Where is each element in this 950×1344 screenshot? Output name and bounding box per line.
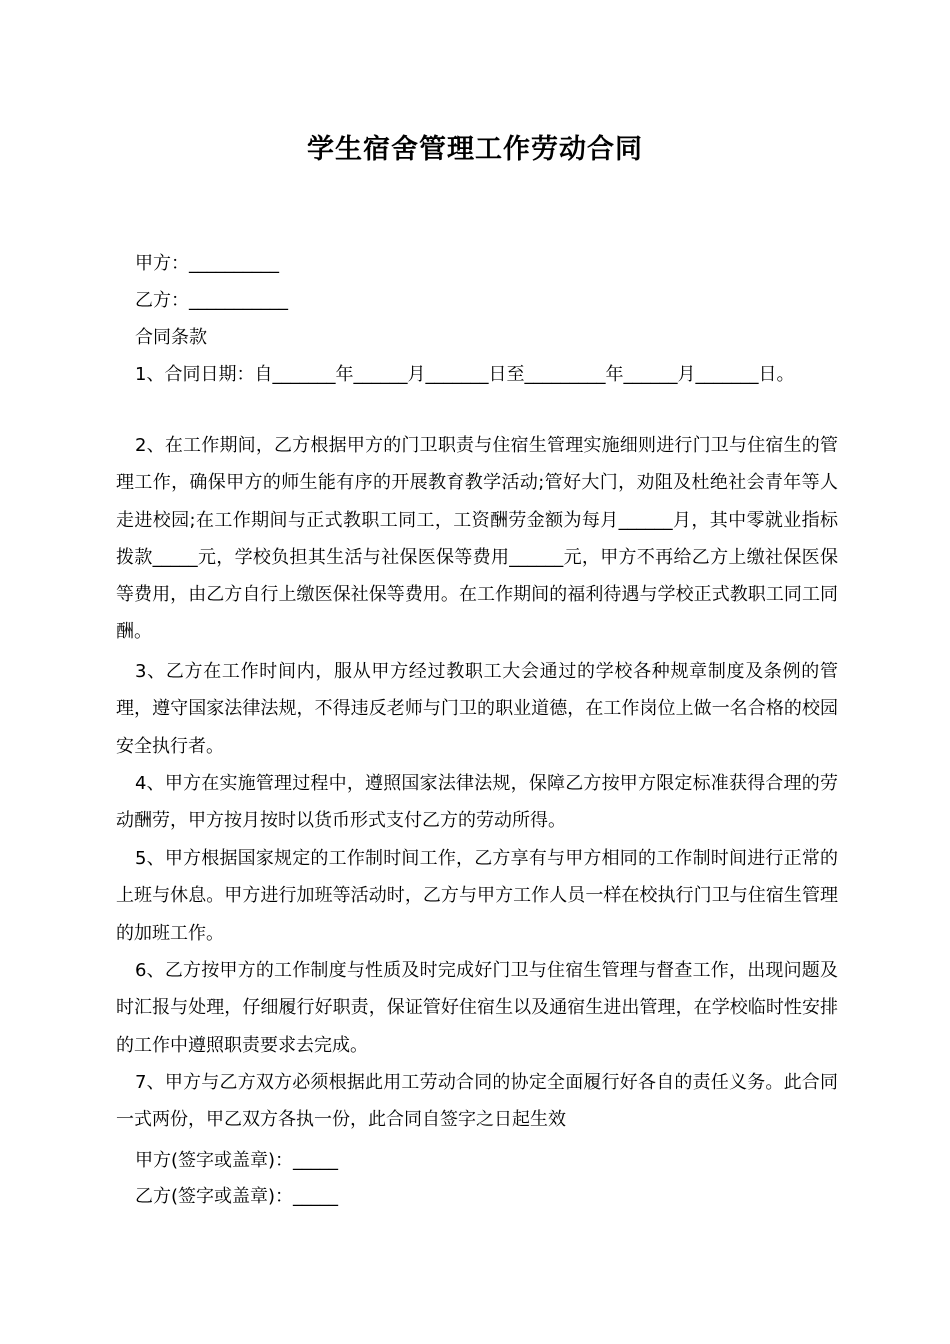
document-title: 学生宿舍管理工作劳动合同 xyxy=(307,134,643,165)
terms-heading: 合同条款 xyxy=(135,327,207,348)
signature-party-b: 乙方(签字或盖章)：_____ xyxy=(135,1186,339,1207)
clause-4: 4、甲方在实施管理过程中，遵照国家法律法规，保障乙方按甲方限定标准获得合理的劳动酬劳，甲方按月按时以货币形式支付乙方的劳动所得。 xyxy=(116,773,838,832)
clause-5: 5、甲方根据国家规定的工作制时间工作，乙方享有与甲方相同的工作制时间进行正常的上班与休息。甲方进行加班等活动时，乙方与甲方工作人员一样在校执行门卫与住宿生管理的加班工作。 xyxy=(116,848,838,944)
signature-party-a: 甲方(签字或盖章)：_____ xyxy=(135,1150,339,1171)
clause-2: 2、在工作期间，乙方根据甲方的门卫职责与住宿生管理实施细则进行门卫与住宿生的管理工作，确保甲方的师生能有序的开展教育教学活动;管好大门，劝阻及杜绝社会青年等人走进校园;在工作期间与正式教职工同工，工资酬劳金额为每月______月，其中零就业指标拨款_____元，学校负担其生活与社保医保等费用______元，甲方不再给乙方上缴社保医保等费用，由乙方自行上缴医保社保等费用。在工作期间的福利待遇与学校正式教职工同工同酬。 xyxy=(116,435,838,643)
clause-3: 3、乙方在工作时间内，服从甲方经过教职工大会通过的学校各种规章制度及条例的管理，遵守国家法律法规，不得违反老师与门卫的职业道德，在工作岗位上做一名合格的校园安全执行者。 xyxy=(116,661,838,757)
party-b-line: 乙方：___________ xyxy=(135,290,288,311)
party-a-line: 甲方：__________ xyxy=(135,253,279,274)
clause-6: 6、乙方按甲方的工作制度与性质及时完成好门卫与住宿生管理与督查工作，出现问题及时汇报与处理，仔细履行好职责，保证管好住宿生以及通宿生进出管理，在学校临时性安排的工作中遵照职责要求去完成。 xyxy=(116,960,838,1056)
clause-7: 7、甲方与乙方双方必须根据此用工劳动合同的协定全面履行好各自的责任义务。此合同一式两份，甲乙双方各执一份，此合同自签字之日起生效 xyxy=(116,1072,838,1131)
clause-1: 1、合同日期：自_______年______月_______日至_________年______月_______日。 xyxy=(135,364,795,385)
